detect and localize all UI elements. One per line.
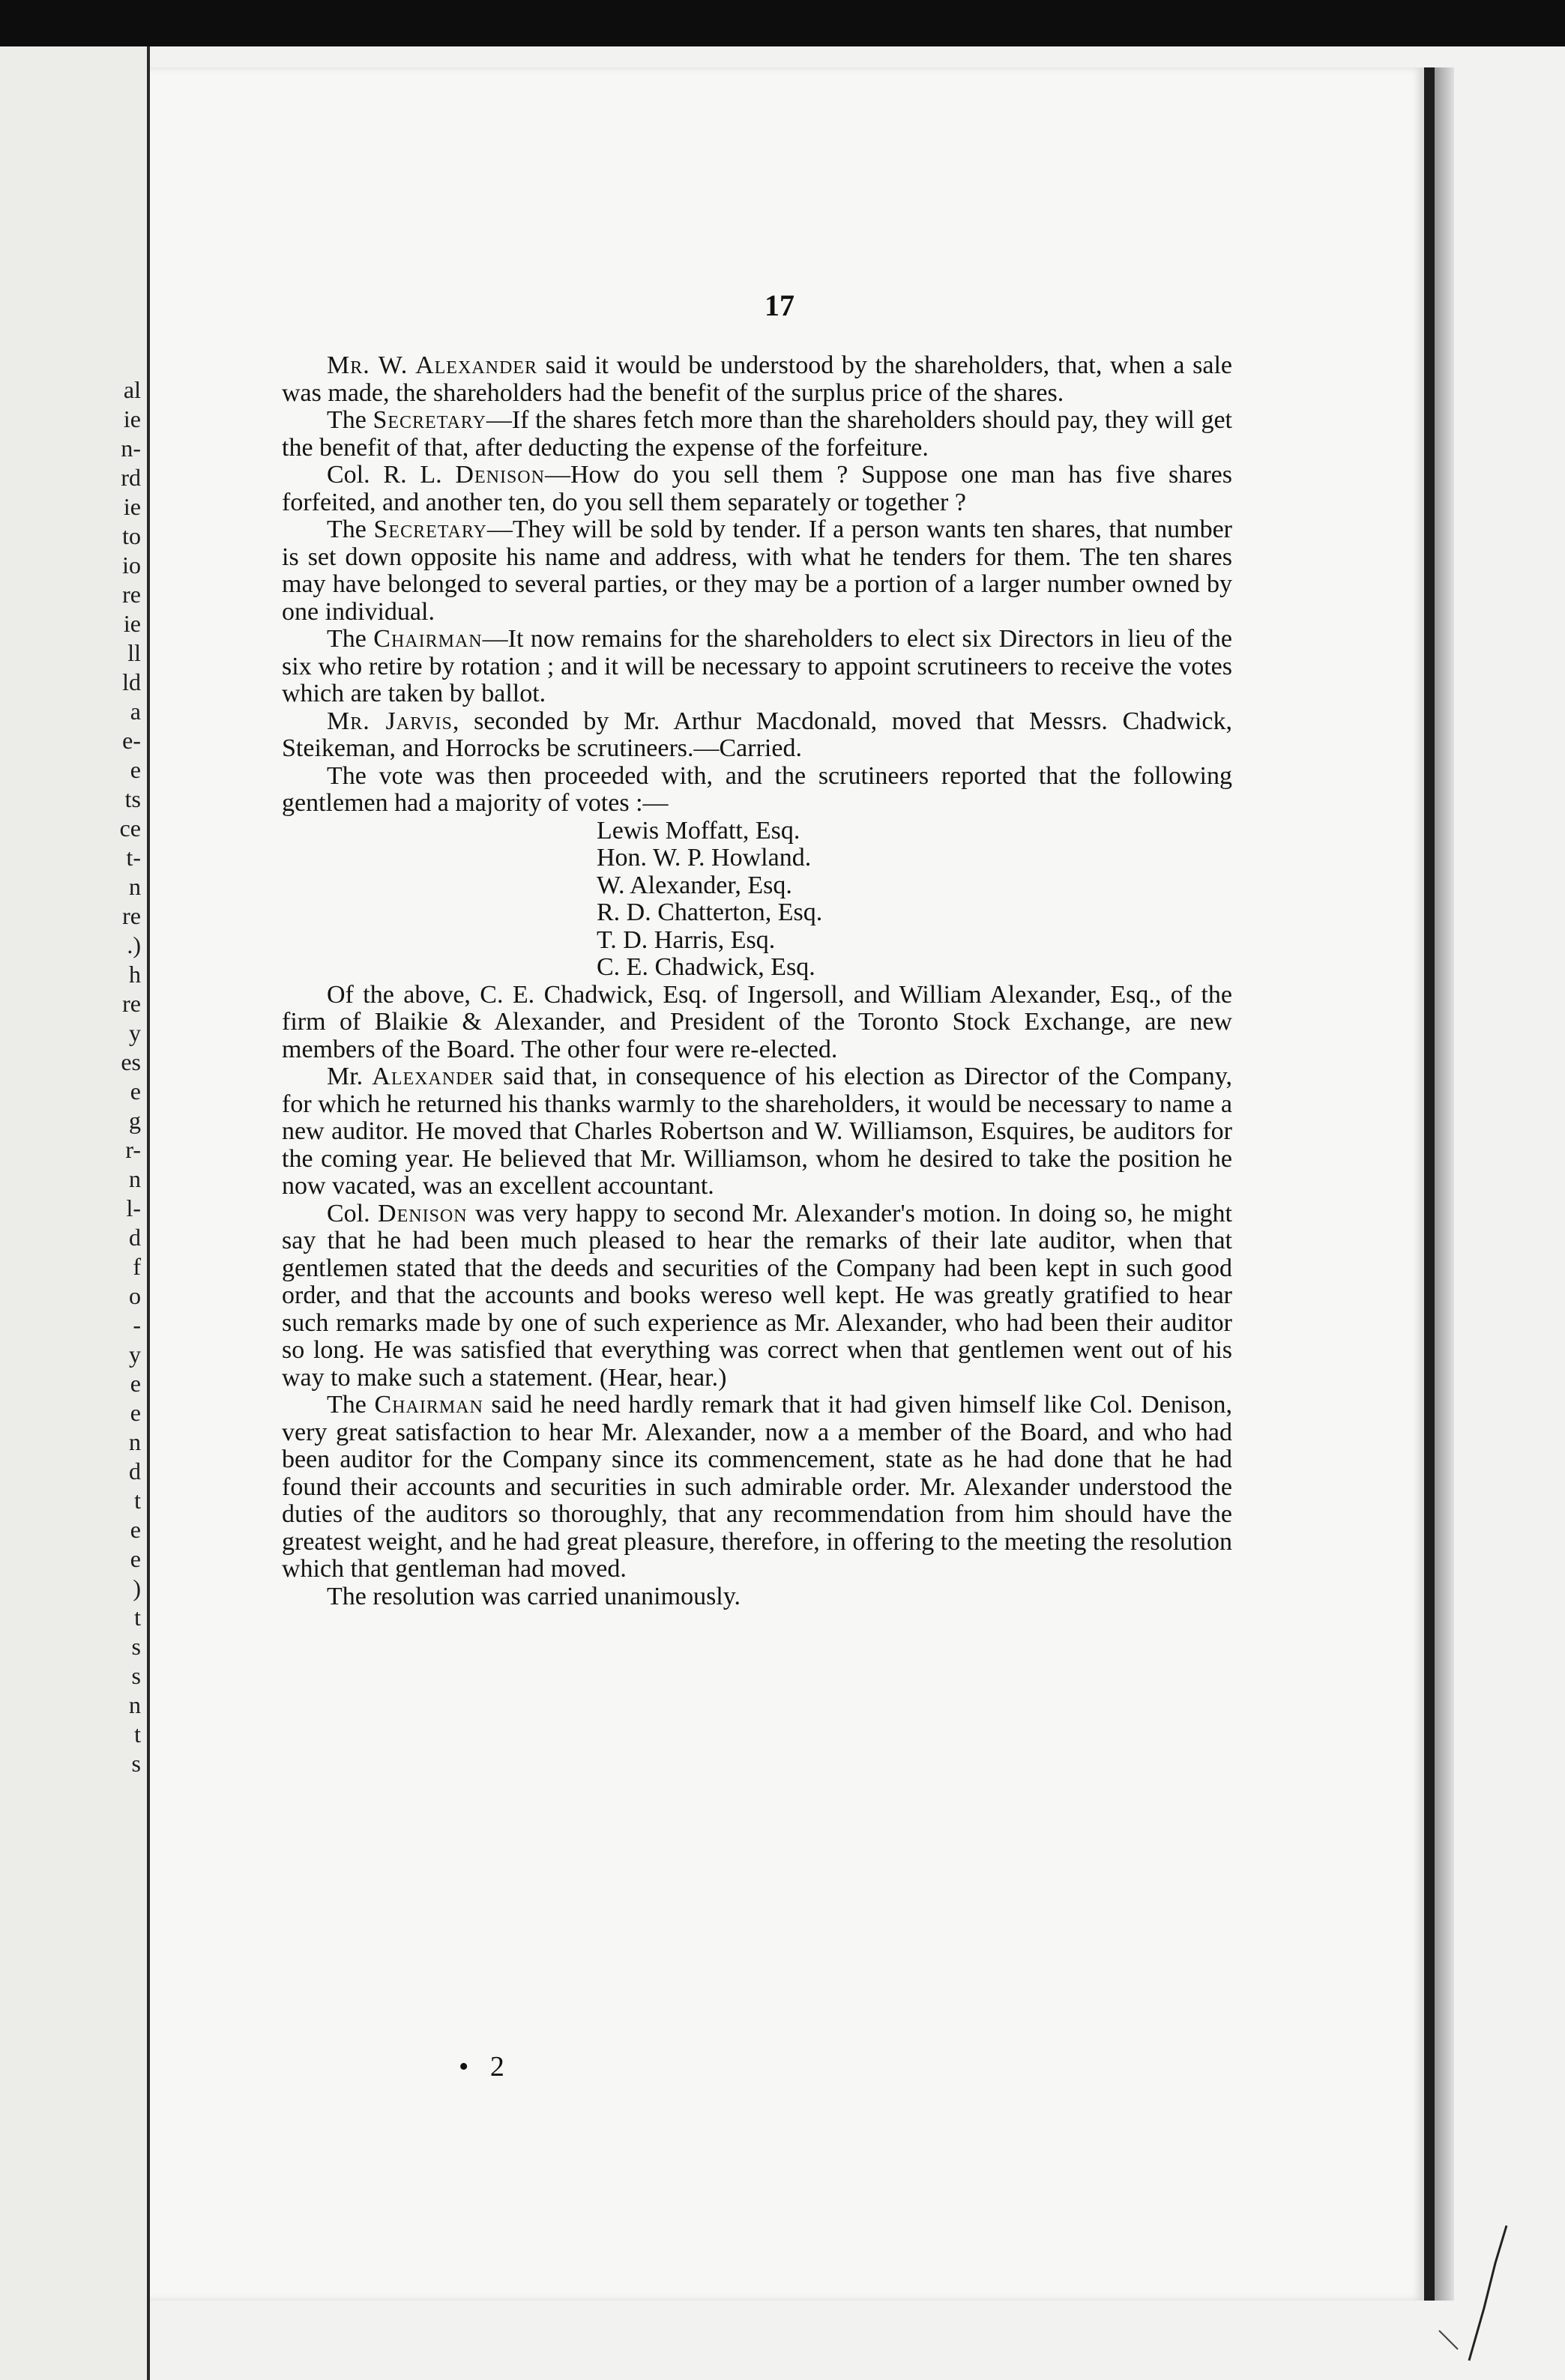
paragraph-small-caps: Chairman	[373, 625, 483, 653]
paragraph-small-caps: Mr. W. Alexander	[327, 351, 537, 379]
paragraph-text: said he need hardly remark that it had given himself like Col. Denison, very great satisfaction to hear Mr. Alexander, now a a member of the Board, and who had been auditor for the Company since its commencement, state as he had done that he had found their accounts and securities in such admirable order. Mr. Alexander understood the duties of the auditors so thoroughly, that any recommendation from him should have the greatest weight, and he had great pleasure, therefore, in offering to the meeting the resolution which that gentleman had moved.	[282, 1391, 1233, 1583]
list-item: W. Alexander, Esq.	[597, 871, 792, 899]
facing-page-fragment: t	[134, 1721, 141, 1748]
paragraph-speaker: The	[327, 406, 373, 434]
list-item: C. E. Chadwick, Esq.	[597, 953, 815, 981]
paragraph-small-caps: Secretary	[373, 406, 486, 434]
paragraph-text: —They will be sold by tender. If a person wants ten shares, that number is set down opposite his name and address, with what he tenders for them. The ten shares may have belonged to several parties, or they may be a portion of a larger number owned by one individual.	[282, 516, 1232, 626]
paragraph-text: —How do you sell them ? Suppose one man has five shares forfeited, and another ten, do you sell them separately or together ?	[282, 461, 1232, 516]
paragraph-text: The resolution was carried unanimously.	[327, 1582, 741, 1610]
paragraph-text: , seconded by Mr. Arthur Macdonald, moved that Messrs. Chadwick, Steikeman, and Horrocks be scrutineers.—Carried.	[282, 707, 1232, 762]
paragraph-speaker: Mr.	[327, 1063, 373, 1090]
facing-page-fragment: y	[129, 1341, 141, 1368]
paragraph	[282, 407, 1232, 462]
signature-bullet: •	[459, 2051, 490, 2082]
paragraph-text: Of the above, C. E. Chadwick, Esq. of Ingersoll, and William Alexander, Esq., of the firm of Blaikie & Alexander, and President of the Toronto Stock Exchange, are new members of the Board. The other four were re-elected.	[282, 980, 1232, 1063]
facing-page-fragment: n	[129, 1691, 141, 1718]
facing-page-fragment: .)	[127, 931, 141, 958]
facing-page-fragment: s	[131, 1662, 141, 1689]
paragraph	[282, 1063, 1232, 1200]
facing-page-fragment: re	[122, 581, 141, 608]
paragraph-small-caps: Mr. Jarvis	[327, 707, 453, 735]
paragraphs-before-list	[282, 352, 1232, 818]
paragraph	[282, 352, 1232, 407]
facing-page-fragment: g	[129, 1107, 141, 1134]
facing-page-fragment: d	[129, 1224, 141, 1251]
paragraph	[282, 626, 1232, 708]
facing-page-fragment: ll	[127, 639, 141, 666]
facing-page-fragment: ie	[123, 405, 141, 432]
facing-page-fragment: es	[121, 1048, 141, 1075]
paragraph-text: said it would be understood by the shareholders, that, when a sale was made, the shareholders had the benefit of the surplus price of the shares.	[282, 351, 1232, 407]
facing-page-fragment: e	[130, 1370, 141, 1397]
facing-page-fragment: r-	[125, 1136, 141, 1163]
facing-page-fragment: to	[122, 522, 141, 549]
paragraph-text: —If the shares fetch more than the shareholders should pay, they will get the benefit of that, after deducting the expense of the forfeiture.	[282, 406, 1232, 462]
page-number: 17	[765, 289, 794, 322]
paragraph	[282, 982, 1232, 1064]
list-item: T. D. Harris, Esq.	[597, 925, 776, 954]
facing-page-fragment: )	[133, 1574, 141, 1601]
facing-page-fragment: ts	[124, 785, 141, 812]
facing-page-fragment: ce	[119, 815, 141, 842]
paragraph-text: The vote was then proceeded with, and the scrutineers reported that the following gentlemen had a majority of votes :—	[282, 761, 1232, 817]
scratch-mark-icon	[1424, 2218, 1529, 2368]
page-edge-shadow	[1435, 67, 1454, 2301]
facing-page-fragment: ld	[122, 668, 141, 695]
facing-page-fragment: n-	[121, 435, 141, 462]
facing-page-fragment: o	[129, 1282, 141, 1309]
paragraph	[282, 1583, 1232, 1611]
paragraph	[282, 708, 1232, 763]
facing-page-fragment: a	[130, 698, 141, 725]
facing-page-fragment: t	[134, 1604, 141, 1631]
facing-page-fragment: e	[130, 756, 141, 783]
paragraph	[282, 1200, 1232, 1392]
signature-mark	[459, 2050, 504, 2083]
facing-page-fragment: s	[131, 1633, 141, 1660]
paragraph-speaker: The	[327, 516, 374, 543]
facing-page-fragment: e-	[122, 727, 141, 754]
paragraph-speaker: Col. R. L.	[327, 461, 456, 489]
body-text	[282, 352, 1232, 1610]
facing-page-fragment: e	[130, 1545, 141, 1572]
facing-page-fragment: y	[129, 1019, 141, 1046]
paragraph-text: was very happy to second Mr. Alexander's motion. In doing so, he might say that he had been much pleased to hear the remarks of their late auditor, when that gentlemen stated that the deeds and securities of the Company had been kept in such good order, and that the accounts and books wereso well kept. He was greatly gratified to hear such remarks made by one of such experience as Mr. Alexander, who had been their auditor so long. He was satisfied that everything was correct when that gentlemen went out of his way to make such a statement. (Hear, hear.)	[282, 1199, 1233, 1392]
paragraph-speaker: The	[327, 1391, 375, 1419]
paragraph-text: said that, in consequence of his election as Director of the Company, for which he returned his thanks warmly to the shareholders, it would be necessary to name a new auditor. He moved that Charles Robertson and W. Williamson, Esquires, be auditors for the coming year. He believed that Mr. Williamson, whom he desired to take the position he now vacated, was an excellent accountant.	[282, 1063, 1233, 1200]
paragraph	[282, 462, 1232, 516]
scan-top-border	[0, 0, 1565, 46]
facing-page-fragment: al	[123, 376, 141, 403]
facing-page-fragment: e	[130, 1399, 141, 1426]
list-item: Hon. W. P. Howland.	[597, 844, 812, 872]
facing-page-fragment: n	[129, 1428, 141, 1455]
facing-page-edge	[0, 46, 150, 2380]
facing-page-fragment: re	[122, 902, 141, 929]
facing-page-fragment: h	[129, 961, 141, 988]
facing-page-fragment: ie	[123, 493, 141, 520]
paragraph-small-caps: Denison	[455, 461, 545, 489]
facing-page-fragment: t-	[126, 844, 141, 871]
elected-directors-list	[282, 818, 1232, 982]
paragraph-small-caps: Chairman	[374, 1391, 483, 1419]
facing-page-fragment: ie	[123, 610, 141, 637]
facing-page-fragment: io	[122, 552, 141, 579]
facing-page-fragment: d	[129, 1458, 141, 1485]
paragraph	[282, 1392, 1232, 1583]
facing-page-fragment: s	[131, 1750, 141, 1777]
facing-page-fragment: t	[134, 1487, 141, 1514]
list-item: Lewis Moffatt, Esq.	[597, 816, 800, 845]
paragraph-small-caps: Denison	[378, 1199, 468, 1227]
paragraph	[282, 516, 1232, 626]
paragraph-text: —It now remains for the shareholders to elect six Directors in lieu of the six who retire by rotation ; and it will be necessary to appoint scrutineers to receive the votes which are taken by ballot.	[282, 625, 1233, 707]
facing-page-fragment: re	[122, 990, 141, 1017]
facing-page-fragment: e	[130, 1516, 141, 1543]
signature-number: 2	[489, 2051, 504, 2082]
facing-page-fragment: n	[129, 873, 141, 900]
facing-page-fragment: rd	[121, 464, 141, 491]
facing-page-fragment: -	[133, 1311, 141, 1338]
facing-page-fragment: n	[129, 1165, 141, 1192]
paragraph-small-caps: Secretary	[373, 516, 487, 543]
paragraph-speaker: The	[327, 625, 374, 653]
list-item: R. D. Chatterton, Esq.	[597, 898, 823, 926]
facing-page-fragment: l-	[126, 1194, 141, 1221]
paragraph-small-caps: Alexander	[372, 1063, 495, 1090]
facing-page-fragment: f	[133, 1253, 141, 1280]
paragraph	[282, 763, 1232, 818]
paragraph-speaker: Col.	[327, 1199, 379, 1227]
paragraphs-after-list	[282, 982, 1232, 1611]
facing-page-fragment: e	[130, 1078, 141, 1105]
